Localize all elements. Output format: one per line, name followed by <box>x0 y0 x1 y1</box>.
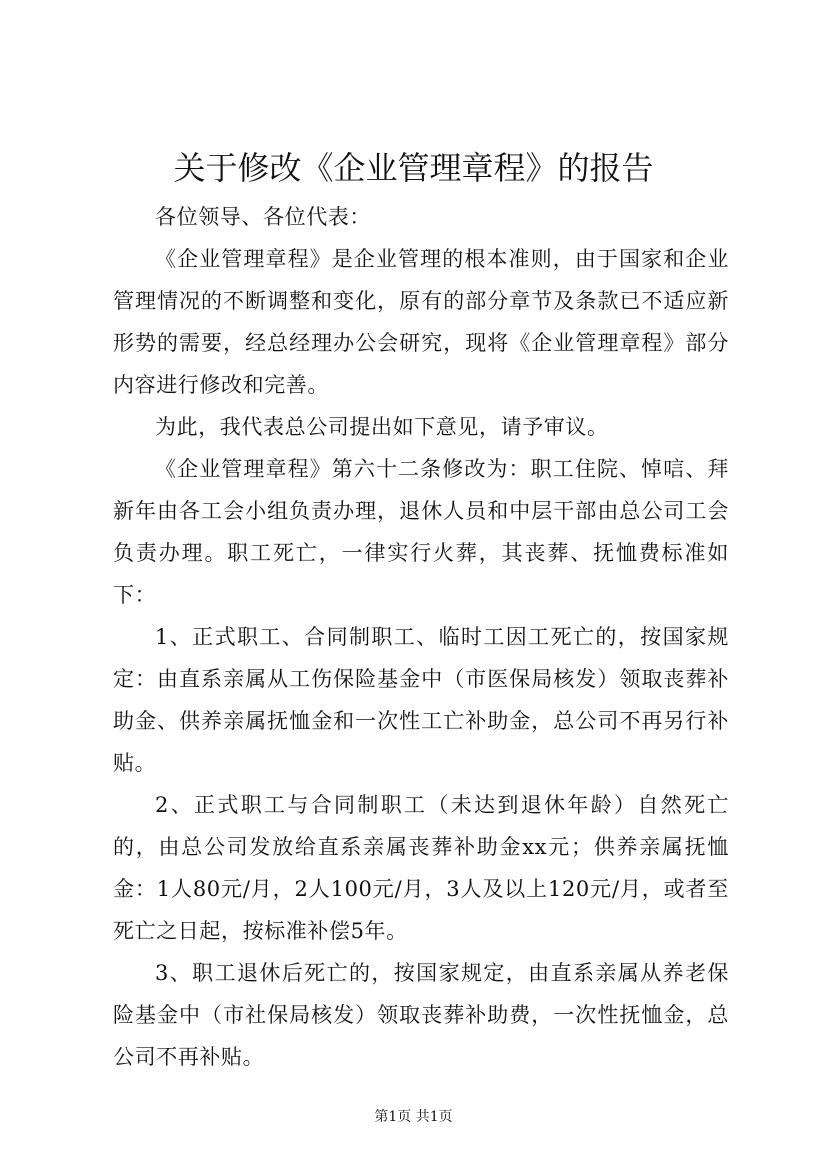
document-body <box>113 196 729 1078</box>
paragraph-intro: 《企业管理章程》是企业管理的根本准则，由于国家和企业管理情况的不断调整和变化，原有的部分章节及条款已不适应新形势的需要，经总经理办公会研究，现将《企业管理章程》部分内容进行修改和完善。 <box>113 247 729 397</box>
paragraph-item-1: 1、正式职工、合同制职工、临时工因工死亡的，按国家规定：由直系亲属从工伤保险基金中（市医保局核发）领取丧葬补助金、供养亲属抚恤金和一次性工亡补助金，总公司不再另行补贴。 <box>113 625 729 775</box>
paragraph-item-3: 3、职工退休后死亡的，按国家规定，由直系亲属从养老保险基金中（市社保局核发）领取丧葬补助费，一次性抚恤金，总公司不再补贴。 <box>113 961 729 1069</box>
paragraph-proposal: 为此，我代表总公司提出如下意见，请予审议。 <box>155 415 609 439</box>
salutation: 各位领导、各位代表： <box>155 205 371 229</box>
paragraph-article-62: 《企业管理章程》第六十二条修改为：职工住院、悼唁、拜新年由各工会小组负责办理，退休人员和中层干部由总公司工会负责办理。职工死亡，一律实行火葬，其丧葬、抚恤费标准如下： <box>113 457 729 607</box>
page-footer: 第1页 共1页 <box>374 1109 453 1125</box>
document-title: 关于修改《企业管理章程》的报告 <box>173 149 654 187</box>
paragraph-item-2: 2、正式职工与合同制职工（未达到退休年龄）自然死亡的，由总公司发放给直系亲属丧葬补助金xx元；供养亲属抚恤金：1人80元/月，2人100元/月，3人及以上120元/月，或者至死亡之日起，按标准补偿5年。 <box>113 793 729 943</box>
